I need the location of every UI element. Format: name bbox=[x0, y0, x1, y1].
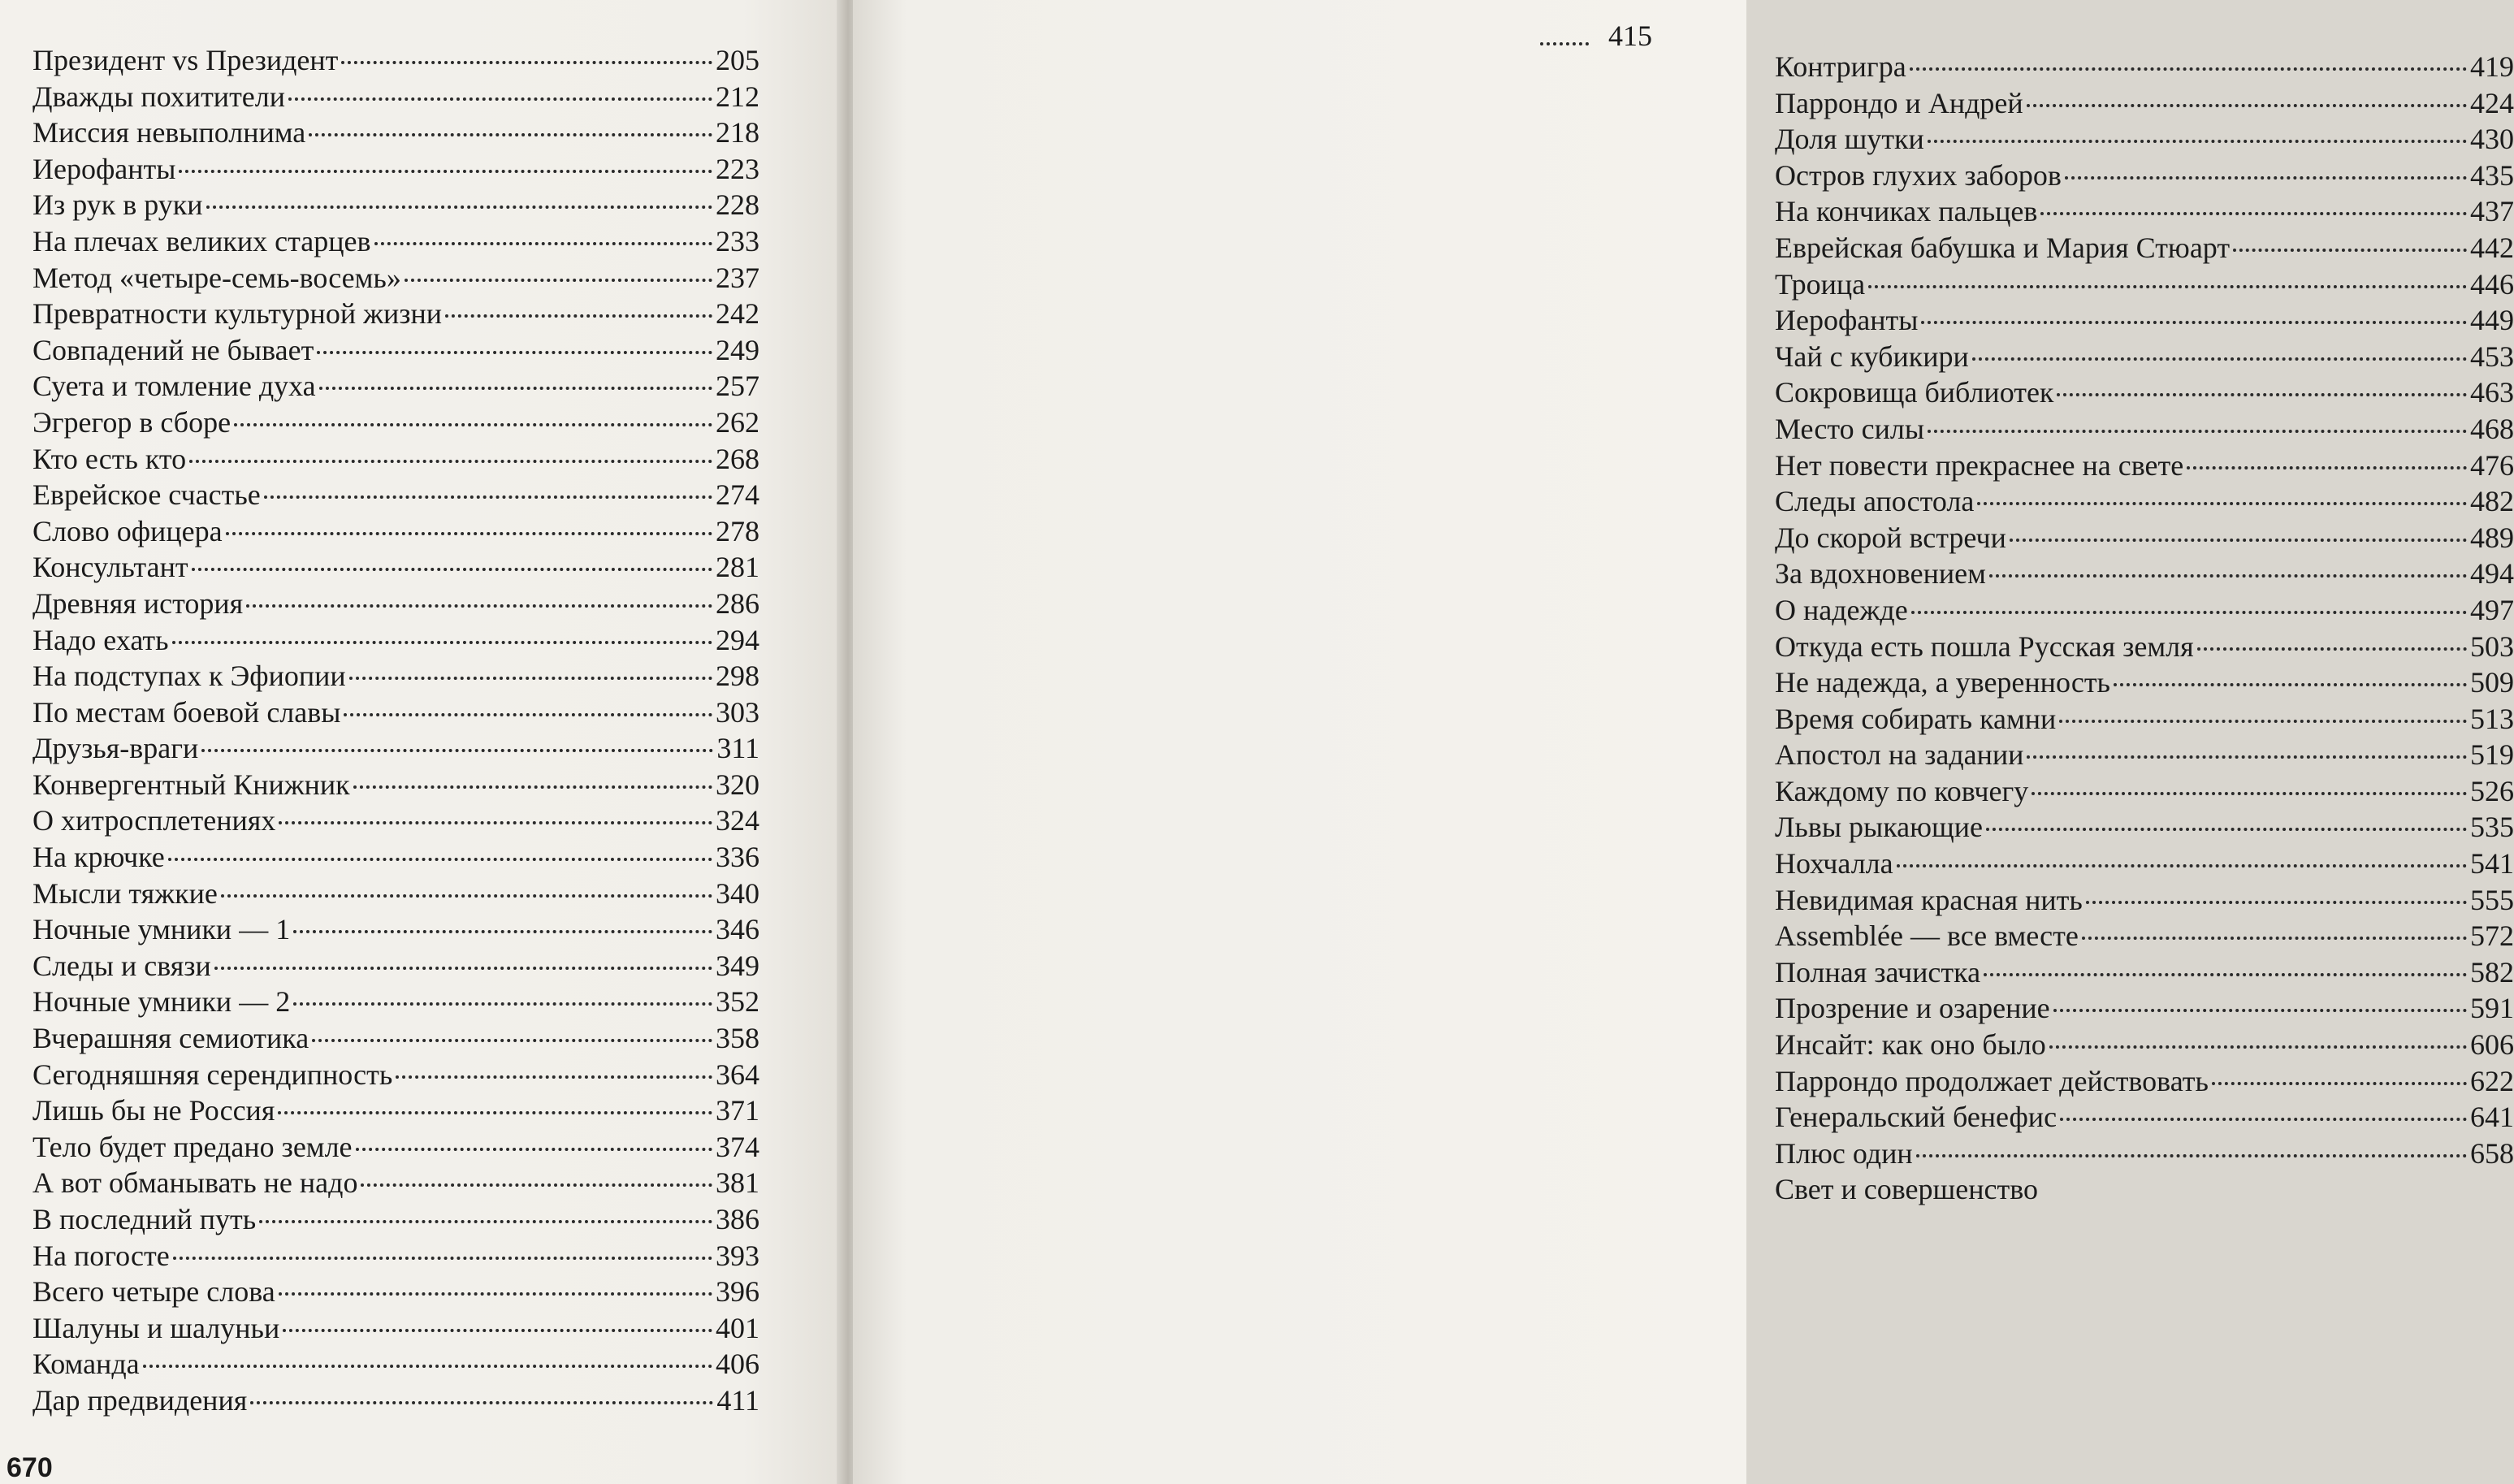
toc-entry-leader bbox=[2114, 683, 2467, 686]
toc-entry bbox=[32, 477, 759, 513]
toc-entry bbox=[32, 658, 759, 694]
toc-entry bbox=[32, 296, 759, 332]
toc-entry bbox=[32, 1238, 759, 1274]
toc-entry-title: Всего четыре слова bbox=[32, 1275, 275, 1309]
toc-entry-title: Мысли тяжкие bbox=[32, 876, 218, 910]
toc-entry-leader bbox=[264, 495, 712, 499]
toc-entry-leader bbox=[2057, 393, 2467, 396]
toc-entry-title: Доля шутки bbox=[1775, 123, 1924, 156]
toc-entry bbox=[1775, 411, 2514, 448]
toc-entry-page: 419 bbox=[2470, 50, 2514, 83]
toc-entry-title: Апостол на задании bbox=[1775, 738, 2024, 772]
toc-entry-title: Контригра bbox=[1775, 50, 1906, 83]
toc-entry-leader bbox=[353, 785, 712, 789]
toc-entry-title: Друзья-враги bbox=[32, 732, 199, 765]
toc-entry-leader bbox=[192, 568, 712, 571]
toc-entry bbox=[32, 115, 759, 151]
toc-entry bbox=[32, 1201, 759, 1238]
toc-entry bbox=[1775, 846, 2514, 882]
toc-entry-title: Не надежда, а уверенность bbox=[1775, 666, 2110, 699]
toc-entry bbox=[1775, 158, 2514, 194]
toc-entry-title: На погосте bbox=[32, 1239, 170, 1272]
toc-entry-page: 641 bbox=[2470, 1101, 2514, 1134]
toc-entry-page: 476 bbox=[2470, 448, 2514, 482]
page-folio: 670 bbox=[6, 1452, 53, 1483]
toc-entry-title: Нет повести прекраснее на свете bbox=[1775, 448, 2184, 482]
toc-entry-leader bbox=[172, 641, 712, 644]
toc-entry-leader bbox=[179, 170, 712, 173]
toc-entry-page: 622 bbox=[2470, 1064, 2514, 1097]
toc-entry-page: 396 bbox=[716, 1275, 759, 1309]
toc-entry-title: Остров глухих заборов bbox=[1775, 158, 2062, 192]
toc-entry bbox=[32, 1310, 759, 1347]
toc-entry bbox=[1775, 809, 2514, 846]
toc-entry-leader bbox=[259, 1220, 712, 1223]
toc-entry bbox=[32, 187, 759, 223]
toc-entry-title: Assemblée — все вместе bbox=[1775, 919, 2079, 953]
carry-over-entry bbox=[1608, 18, 1652, 54]
toc-entry bbox=[32, 839, 759, 876]
toc-entry-page: 249 bbox=[716, 333, 759, 366]
toc-entry-leader bbox=[214, 967, 712, 970]
toc-entry-leader bbox=[405, 279, 712, 282]
toc-entry-page: 513 bbox=[2470, 702, 2514, 735]
toc-entry bbox=[32, 948, 759, 984]
toc-entry-leader bbox=[278, 1111, 712, 1114]
toc-entry-page: 298 bbox=[716, 660, 759, 693]
toc-entry bbox=[1775, 1099, 2514, 1136]
toc-entry bbox=[32, 151, 759, 188]
toc-entry bbox=[32, 79, 759, 115]
toc-entry-title: Президент vs Президент bbox=[32, 44, 339, 76]
toc-entry-page: 606 bbox=[2470, 1028, 2514, 1062]
toc-entry-title: Следы и связи bbox=[32, 949, 211, 982]
toc-entry-leader bbox=[2065, 176, 2467, 180]
toc-entry-page: 453 bbox=[2470, 340, 2514, 373]
toc-entry-leader bbox=[374, 242, 713, 245]
toc-entry bbox=[32, 1057, 759, 1093]
toc-entry-title: Полная зачистка bbox=[1775, 955, 1981, 989]
toc-entry bbox=[32, 260, 759, 296]
toc-entry-leader bbox=[2027, 104, 2467, 107]
toc-entry-page: 415 bbox=[1608, 19, 1652, 52]
toc-entry-page: 442 bbox=[2470, 231, 2514, 264]
toc-entry-leader bbox=[2040, 212, 2467, 215]
toc-entry bbox=[1775, 339, 2514, 375]
toc-entry bbox=[1775, 302, 2514, 339]
toc-entry-leader bbox=[2060, 1118, 2467, 1121]
toc-entry-page: 274 bbox=[716, 478, 759, 512]
toc-entry-leader bbox=[1972, 357, 2467, 361]
toc-left-list bbox=[32, 42, 759, 1419]
toc-entry bbox=[1775, 882, 2514, 919]
toc-entry-page: 268 bbox=[716, 442, 759, 475]
toc-entry-page: 572 bbox=[2470, 919, 2514, 953]
toc-entry-title: Место силы bbox=[1775, 412, 1925, 445]
toc-entry-leader bbox=[1868, 285, 2467, 288]
toc-entry-title: Превратности культурной жизни bbox=[32, 297, 442, 331]
toc-entry-leader bbox=[288, 97, 712, 101]
toc-entry-title: Суета и томление духа bbox=[32, 370, 316, 403]
toc-entry bbox=[32, 549, 759, 586]
toc-entry bbox=[32, 332, 759, 369]
toc-entry-leader bbox=[1916, 1154, 2467, 1157]
toc-entry-title: Консультант bbox=[32, 551, 188, 584]
toc-entry-page: 294 bbox=[716, 623, 759, 656]
toc-entry-title: Инсайт: как оно было bbox=[1775, 1028, 2046, 1062]
toc-entry-title: Эгрегор в сборе bbox=[32, 405, 231, 439]
toc-entry-leader bbox=[361, 1183, 712, 1187]
toc-entry-leader bbox=[344, 713, 712, 716]
toc-entry-title: Следы апостола bbox=[1775, 485, 1975, 518]
toc-entry-page: 205 bbox=[716, 44, 759, 76]
toc-entry-title: Львы рыкающие bbox=[1775, 811, 1983, 844]
toc-entry-title: Время собирать камни bbox=[1775, 702, 2057, 735]
toc-entry-title: Слово офицера bbox=[32, 514, 223, 547]
toc-entry-title: Тело будет предано земле bbox=[32, 1130, 353, 1163]
toc-entry bbox=[1775, 1171, 2514, 1208]
toc-entry bbox=[32, 984, 759, 1020]
toc-entry-page: 286 bbox=[716, 586, 759, 620]
toc-entry-page: 352 bbox=[716, 985, 759, 1019]
toc-entry-leader bbox=[234, 423, 712, 426]
toc-entry-leader bbox=[2027, 755, 2467, 759]
toc-entry bbox=[1775, 230, 2514, 266]
toc-entry-page: 346 bbox=[716, 913, 759, 946]
toc-entry bbox=[1775, 85, 2514, 122]
toc-entry bbox=[1775, 49, 2514, 85]
toc-entry-title: Откуда есть пошла Русская земля bbox=[1775, 630, 2194, 663]
toc-entry-leader bbox=[2053, 1009, 2467, 1012]
toc-right-list bbox=[1775, 49, 2514, 1208]
toc-entry bbox=[32, 1092, 759, 1129]
toc-entry-title: На крючке bbox=[32, 841, 165, 874]
toc-entry-leader bbox=[283, 1329, 712, 1332]
toc-entry bbox=[1775, 1136, 2514, 1172]
toc-entry-page: 555 bbox=[2470, 883, 2514, 916]
toc-entry-page: 320 bbox=[716, 768, 759, 801]
toc-entry bbox=[32, 42, 759, 79]
toc-entry-leader bbox=[2010, 539, 2467, 542]
toc-entry-leader bbox=[1540, 42, 1589, 45]
toc-entry-page: 228 bbox=[716, 188, 759, 222]
toc-entry bbox=[32, 1165, 759, 1201]
toc-entry-title: На кончиках пальцев bbox=[1775, 195, 2038, 228]
toc-entry-page: 381 bbox=[716, 1166, 759, 1200]
toc-entry bbox=[32, 1346, 759, 1382]
toc-entry bbox=[1775, 701, 2514, 738]
toc-entry-leader bbox=[279, 1292, 712, 1296]
toc-entry-page: 262 bbox=[716, 405, 759, 439]
toc-entry-leader bbox=[2082, 937, 2467, 940]
toc-entry-leader bbox=[2197, 647, 2467, 651]
toc-entry-page: 482 bbox=[2470, 485, 2514, 518]
toc-entry-page: 242 bbox=[716, 297, 759, 331]
toc-entry-leader bbox=[396, 1075, 712, 1079]
toc-entry-leader bbox=[317, 351, 712, 354]
toc-entry bbox=[1775, 737, 2514, 773]
toc-entry-page: 336 bbox=[716, 841, 759, 874]
toc-entry-page: 364 bbox=[716, 1058, 759, 1091]
toc-entry-page: 489 bbox=[2470, 521, 2514, 554]
toc-entry-title: Еврейское счастье bbox=[32, 478, 261, 512]
toc-entry-title: Паррондо продолжает действовать bbox=[1775, 1064, 2209, 1097]
toc-entry-leader bbox=[2041, 1190, 2511, 1193]
toc-entry-title: Генеральский бенефис bbox=[1775, 1101, 2057, 1134]
toc-entry-page: 218 bbox=[716, 116, 759, 149]
toc-entry-leader bbox=[201, 749, 713, 752]
toc-entry bbox=[1775, 664, 2514, 701]
toc-entry-title: По местам боевой славы bbox=[32, 695, 341, 729]
toc-entry-page: 223 bbox=[716, 152, 759, 185]
toc-entry bbox=[32, 368, 759, 405]
toc-entry bbox=[1775, 266, 2514, 303]
toc-entry bbox=[1775, 448, 2514, 484]
toc-entry-page: 463 bbox=[2470, 376, 2514, 409]
toc-entry-leader bbox=[293, 930, 712, 933]
toc-entry-title: Чай с кубикири bbox=[1775, 340, 1969, 373]
toc-entry-page: 519 bbox=[2470, 738, 2514, 772]
toc-entry-title: На плечах великих старцев bbox=[32, 224, 371, 257]
toc-entry-leader bbox=[1911, 611, 2467, 614]
toc-entry-title: Древняя история bbox=[32, 586, 244, 620]
toc-entry-leader bbox=[1984, 973, 2467, 976]
toc-entry-page: 468 bbox=[2470, 412, 2514, 445]
toc-entry-page: 233 bbox=[716, 224, 759, 257]
toc-entry-title: А вот обманывать не надо bbox=[32, 1166, 358, 1200]
toc-entry-page: 503 bbox=[2470, 630, 2514, 663]
toc-entry-page: 257 bbox=[716, 370, 759, 403]
toc-entry-leader bbox=[312, 1039, 712, 1042]
toc-entry-page: 212 bbox=[716, 80, 759, 113]
toc-entry-page: 430 bbox=[2470, 123, 2514, 156]
toc-entry bbox=[1775, 483, 2514, 520]
toc-entry-title: Невидимая красная нить bbox=[1775, 883, 2083, 916]
toc-entry-title: Кто есть кто bbox=[32, 442, 187, 475]
toc-entry bbox=[1775, 954, 2514, 991]
toc-entry-leader bbox=[279, 821, 712, 824]
left-page bbox=[0, 0, 845, 1484]
toc-entry-title: В последний путь bbox=[32, 1203, 257, 1235]
toc-entry-leader bbox=[2187, 466, 2467, 469]
toc-entry-title: Шалуны и шалуньи bbox=[32, 1311, 280, 1344]
toc-entry-page: 406 bbox=[716, 1348, 759, 1381]
toc-entry-title: Еврейская бабушка и Мария Стюарт bbox=[1775, 231, 2231, 264]
toc-entry bbox=[1775, 1027, 2514, 1063]
toc-entry-page: 371 bbox=[716, 1094, 759, 1127]
toc-entry bbox=[32, 694, 759, 731]
toc-entry bbox=[32, 803, 759, 839]
toc-entry-leader bbox=[356, 1148, 712, 1151]
toc-entry-title: Дважды похитители bbox=[32, 80, 286, 113]
toc-entry-page: 340 bbox=[716, 876, 759, 910]
toc-entry-title: На подступах к Эфиопии bbox=[32, 660, 346, 693]
toc-entry-leader bbox=[143, 1365, 712, 1368]
toc-entry-page: 526 bbox=[2470, 774, 2514, 807]
toc-entry-page: 658 bbox=[2470, 1136, 2514, 1170]
toc-entry-leader bbox=[445, 314, 712, 318]
toc-entry-title: Нохчалла bbox=[1775, 847, 1893, 880]
toc-entry-title: Плюс один bbox=[1775, 1136, 1913, 1170]
toc-entry-title: Каждому по ковчегу bbox=[1775, 774, 2029, 807]
toc-entry bbox=[1775, 592, 2514, 629]
toc-entry-leader bbox=[246, 604, 712, 608]
toc-entry bbox=[1775, 556, 2514, 592]
toc-entry-title: Вчерашняя семиотика bbox=[32, 1022, 309, 1055]
toc-entry-title: Сегодняшняя серендипность bbox=[32, 1058, 393, 1091]
toc-entry-title: Команда bbox=[32, 1348, 140, 1381]
toc-entry-page: 424 bbox=[2470, 86, 2514, 119]
toc-entry-leader bbox=[250, 1401, 713, 1404]
toc-entry-title: Ночные умники — 1 bbox=[32, 913, 291, 946]
toc-entry-leader bbox=[293, 1002, 712, 1006]
toc-entry-title: Свет и совершенство bbox=[1775, 1173, 2038, 1206]
toc-entry-page: 591 bbox=[2470, 992, 2514, 1025]
toc-entry-title: Иерофанты bbox=[32, 152, 176, 185]
toc-entry bbox=[32, 622, 759, 659]
toc-entry-page: 494 bbox=[2470, 557, 2514, 591]
toc-entry bbox=[1775, 990, 2514, 1027]
toc-entry bbox=[1775, 520, 2514, 556]
toc-entry bbox=[32, 730, 759, 767]
toc-entry-leader bbox=[168, 858, 712, 861]
toc-entry bbox=[32, 1020, 759, 1057]
toc-entry-leader bbox=[341, 61, 712, 64]
toc-entry bbox=[1775, 1063, 2514, 1100]
toc-entry-leader bbox=[1921, 321, 2467, 324]
toc-entry-page: 401 bbox=[716, 1311, 759, 1344]
toc-entry-title: За вдохновением bbox=[1775, 557, 1986, 591]
toc-entry-leader bbox=[189, 460, 712, 463]
toc-entry-leader bbox=[2059, 720, 2467, 723]
toc-entry-page: 374 bbox=[716, 1130, 759, 1163]
toc-entry bbox=[1775, 629, 2514, 665]
toc-entry bbox=[32, 876, 759, 912]
toc-entry-leader bbox=[1928, 140, 2467, 143]
right-page bbox=[853, 0, 2514, 1484]
toc-entry-leader bbox=[319, 387, 712, 390]
toc-entry-page: 303 bbox=[716, 695, 759, 729]
toc-entry bbox=[1775, 918, 2514, 954]
toc-entry bbox=[32, 767, 759, 803]
toc-entry bbox=[32, 1382, 759, 1419]
toc-entry-page: 449 bbox=[2470, 304, 2514, 337]
toc-entry bbox=[1775, 193, 2514, 230]
toc-entry bbox=[1775, 374, 2514, 411]
toc-entry-page: 311 bbox=[716, 732, 759, 765]
toc-entry-title: О надежде bbox=[1775, 593, 1908, 626]
toc-entry-title: Прозрение и озарение bbox=[1775, 992, 2050, 1025]
toc-entry-leader bbox=[309, 133, 712, 136]
toc-entry-title: Метод «четыре-семь-восемь» bbox=[32, 261, 401, 294]
toc-entry-leader bbox=[1989, 574, 2467, 578]
toc-entry-title: Дар предвидения bbox=[32, 1383, 248, 1417]
toc-entry-leader bbox=[221, 894, 712, 898]
toc-entry-leader bbox=[2049, 1045, 2467, 1049]
toc-entry-page: 411 bbox=[716, 1383, 759, 1417]
toc-entry-page: 278 bbox=[716, 514, 759, 547]
toc-entry bbox=[32, 911, 759, 948]
toc-entry bbox=[32, 1129, 759, 1166]
toc-entry-page: 281 bbox=[716, 551, 759, 584]
toc-entry-title: Иерофанты bbox=[1775, 304, 1919, 337]
toc-entry-title: Совпадений не бывает bbox=[32, 333, 314, 366]
toc-entry bbox=[1775, 773, 2514, 810]
toc-entry-page: 237 bbox=[716, 261, 759, 294]
toc-entry-title: До скорой встречи bbox=[1775, 521, 2006, 554]
toc-entry-leader bbox=[2212, 1082, 2467, 1085]
toc-entry-page: 535 bbox=[2470, 811, 2514, 844]
toc-entry-title: Сокровища библиотек bbox=[1775, 376, 2054, 409]
toc-entry-leader bbox=[1910, 67, 2467, 71]
toc-entry-title: Из рук в руки bbox=[32, 188, 203, 222]
toc-entry-page: 497 bbox=[2470, 593, 2514, 626]
toc-entry-leader bbox=[2086, 901, 2467, 904]
toc-entry-title: Троица bbox=[1775, 267, 1866, 301]
toc-entry-page: 349 bbox=[716, 949, 759, 982]
toc-entry-title: Лишь бы не Россия bbox=[32, 1094, 275, 1127]
toc-entry-page: 358 bbox=[716, 1022, 759, 1055]
toc-entry bbox=[32, 441, 759, 478]
toc-entry-leader bbox=[2032, 792, 2467, 795]
toc-entry-title: Миссия невыполнима bbox=[32, 116, 306, 149]
toc-entry-title: Ночные умники — 2 bbox=[32, 985, 291, 1019]
toc-entry-title: О хитросплетениях bbox=[32, 804, 276, 837]
toc-entry bbox=[32, 513, 759, 550]
toc-entry-leader bbox=[349, 677, 712, 680]
toc-entry-leader bbox=[2233, 249, 2467, 252]
toc-entry-leader bbox=[206, 206, 712, 209]
toc-entry-page: 582 bbox=[2470, 955, 2514, 989]
toc-entry bbox=[32, 586, 759, 622]
toc-entry-page: 541 bbox=[2470, 847, 2514, 880]
toc-entry-leader bbox=[1897, 864, 2467, 867]
toc-entry-page: 393 bbox=[716, 1239, 759, 1272]
toc-entry-page: 386 bbox=[716, 1203, 759, 1235]
toc-entry-page: 324 bbox=[716, 804, 759, 837]
toc-entry-title: Конвергентный Книжник bbox=[32, 768, 350, 801]
toc-entry-page: 437 bbox=[2470, 195, 2514, 228]
toc-entry-leader bbox=[173, 1257, 712, 1260]
toc-entry-title: Паррондо и Андрей bbox=[1775, 86, 2023, 119]
toc-entry-page: 435 bbox=[2470, 158, 2514, 192]
toc-entry-page: 446 bbox=[2470, 267, 2514, 301]
toc-entry bbox=[1775, 121, 2514, 158]
toc-entry-leader bbox=[1928, 430, 2467, 433]
toc-entry-page: 509 bbox=[2470, 666, 2514, 699]
toc-entry bbox=[32, 223, 759, 260]
toc-entry-leader bbox=[1977, 502, 2467, 505]
toc-entry-title: Надо ехать bbox=[32, 623, 169, 656]
toc-entry-leader bbox=[1986, 828, 2467, 831]
toc-entry bbox=[32, 1274, 759, 1310]
toc-entry bbox=[32, 405, 759, 441]
toc-entry-leader bbox=[226, 532, 712, 535]
